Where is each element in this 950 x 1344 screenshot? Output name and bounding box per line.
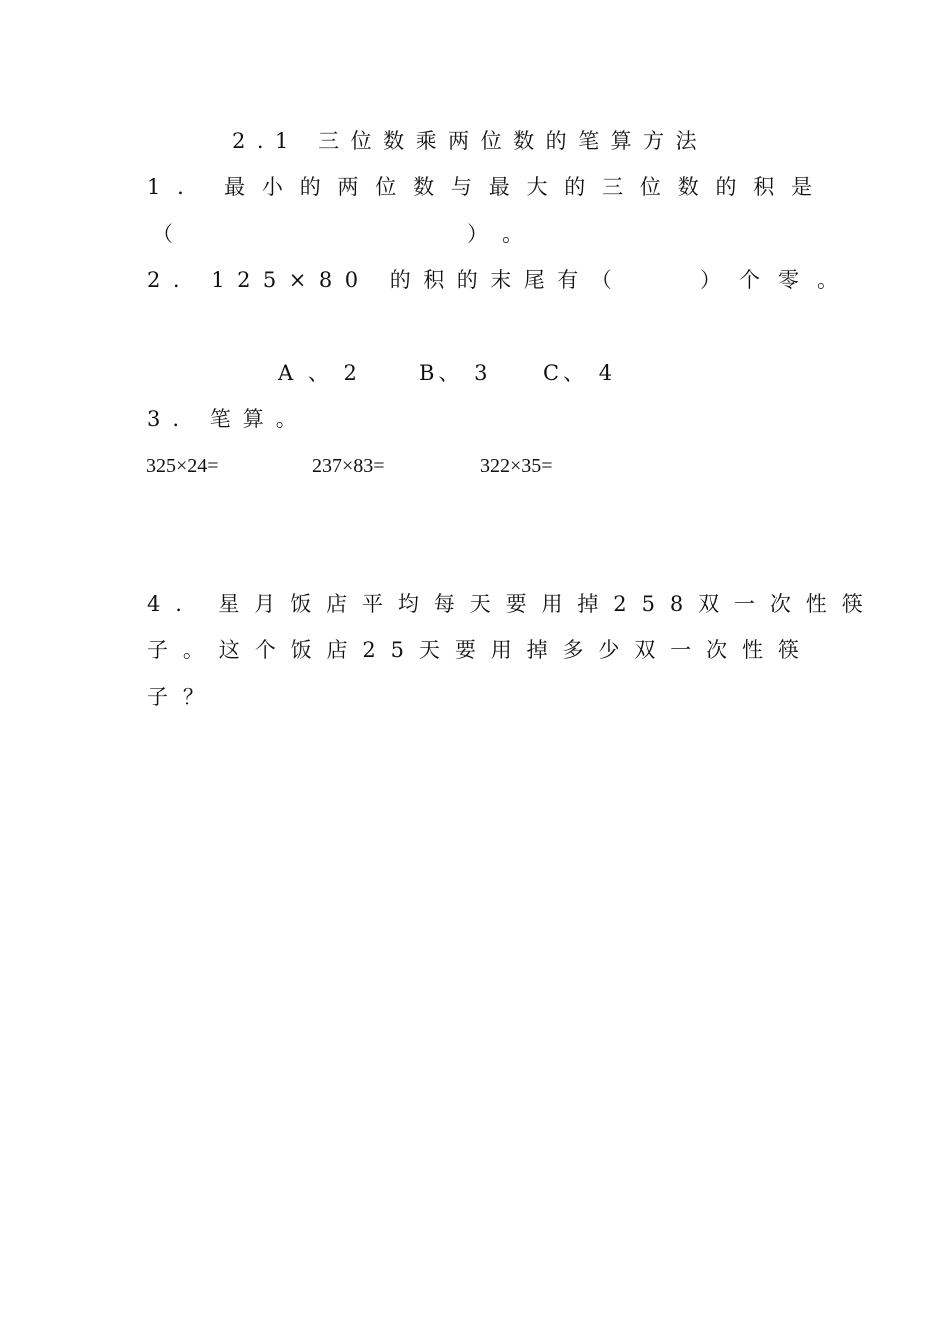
period: 。	[502, 222, 523, 246]
option-c: C、 4	[543, 361, 617, 385]
question-2-prefix: 2. 125×80 的积的末尾有（	[147, 268, 625, 292]
calc-expression-3: 322×35=	[480, 455, 553, 477]
close-paren: ）	[467, 222, 488, 246]
question-4-line-2: 子。这个饭店25天要用掉多少双一次性筷	[147, 638, 814, 662]
page-title: 2.1 三位数乘两位数的笔算方法	[232, 129, 709, 153]
question-2-suffix: ）个零。	[700, 268, 856, 292]
question-1-text: 1. 最小的两位数与最大的三位数的积是	[147, 175, 829, 199]
option-a: A 、 2	[278, 361, 361, 385]
question-4-line-1: 4. 星月饭店平均每天要用掉258双一次性筷	[147, 592, 878, 616]
calc-expression-1: 325×24=	[146, 455, 219, 477]
question-3-label: 3. 笔算。	[147, 407, 309, 431]
option-b: B、 3	[419, 361, 492, 385]
calc-expression-2: 237×83=	[312, 455, 385, 477]
question-4-line-3: 子？	[147, 685, 219, 709]
open-paren: （	[152, 222, 173, 246]
